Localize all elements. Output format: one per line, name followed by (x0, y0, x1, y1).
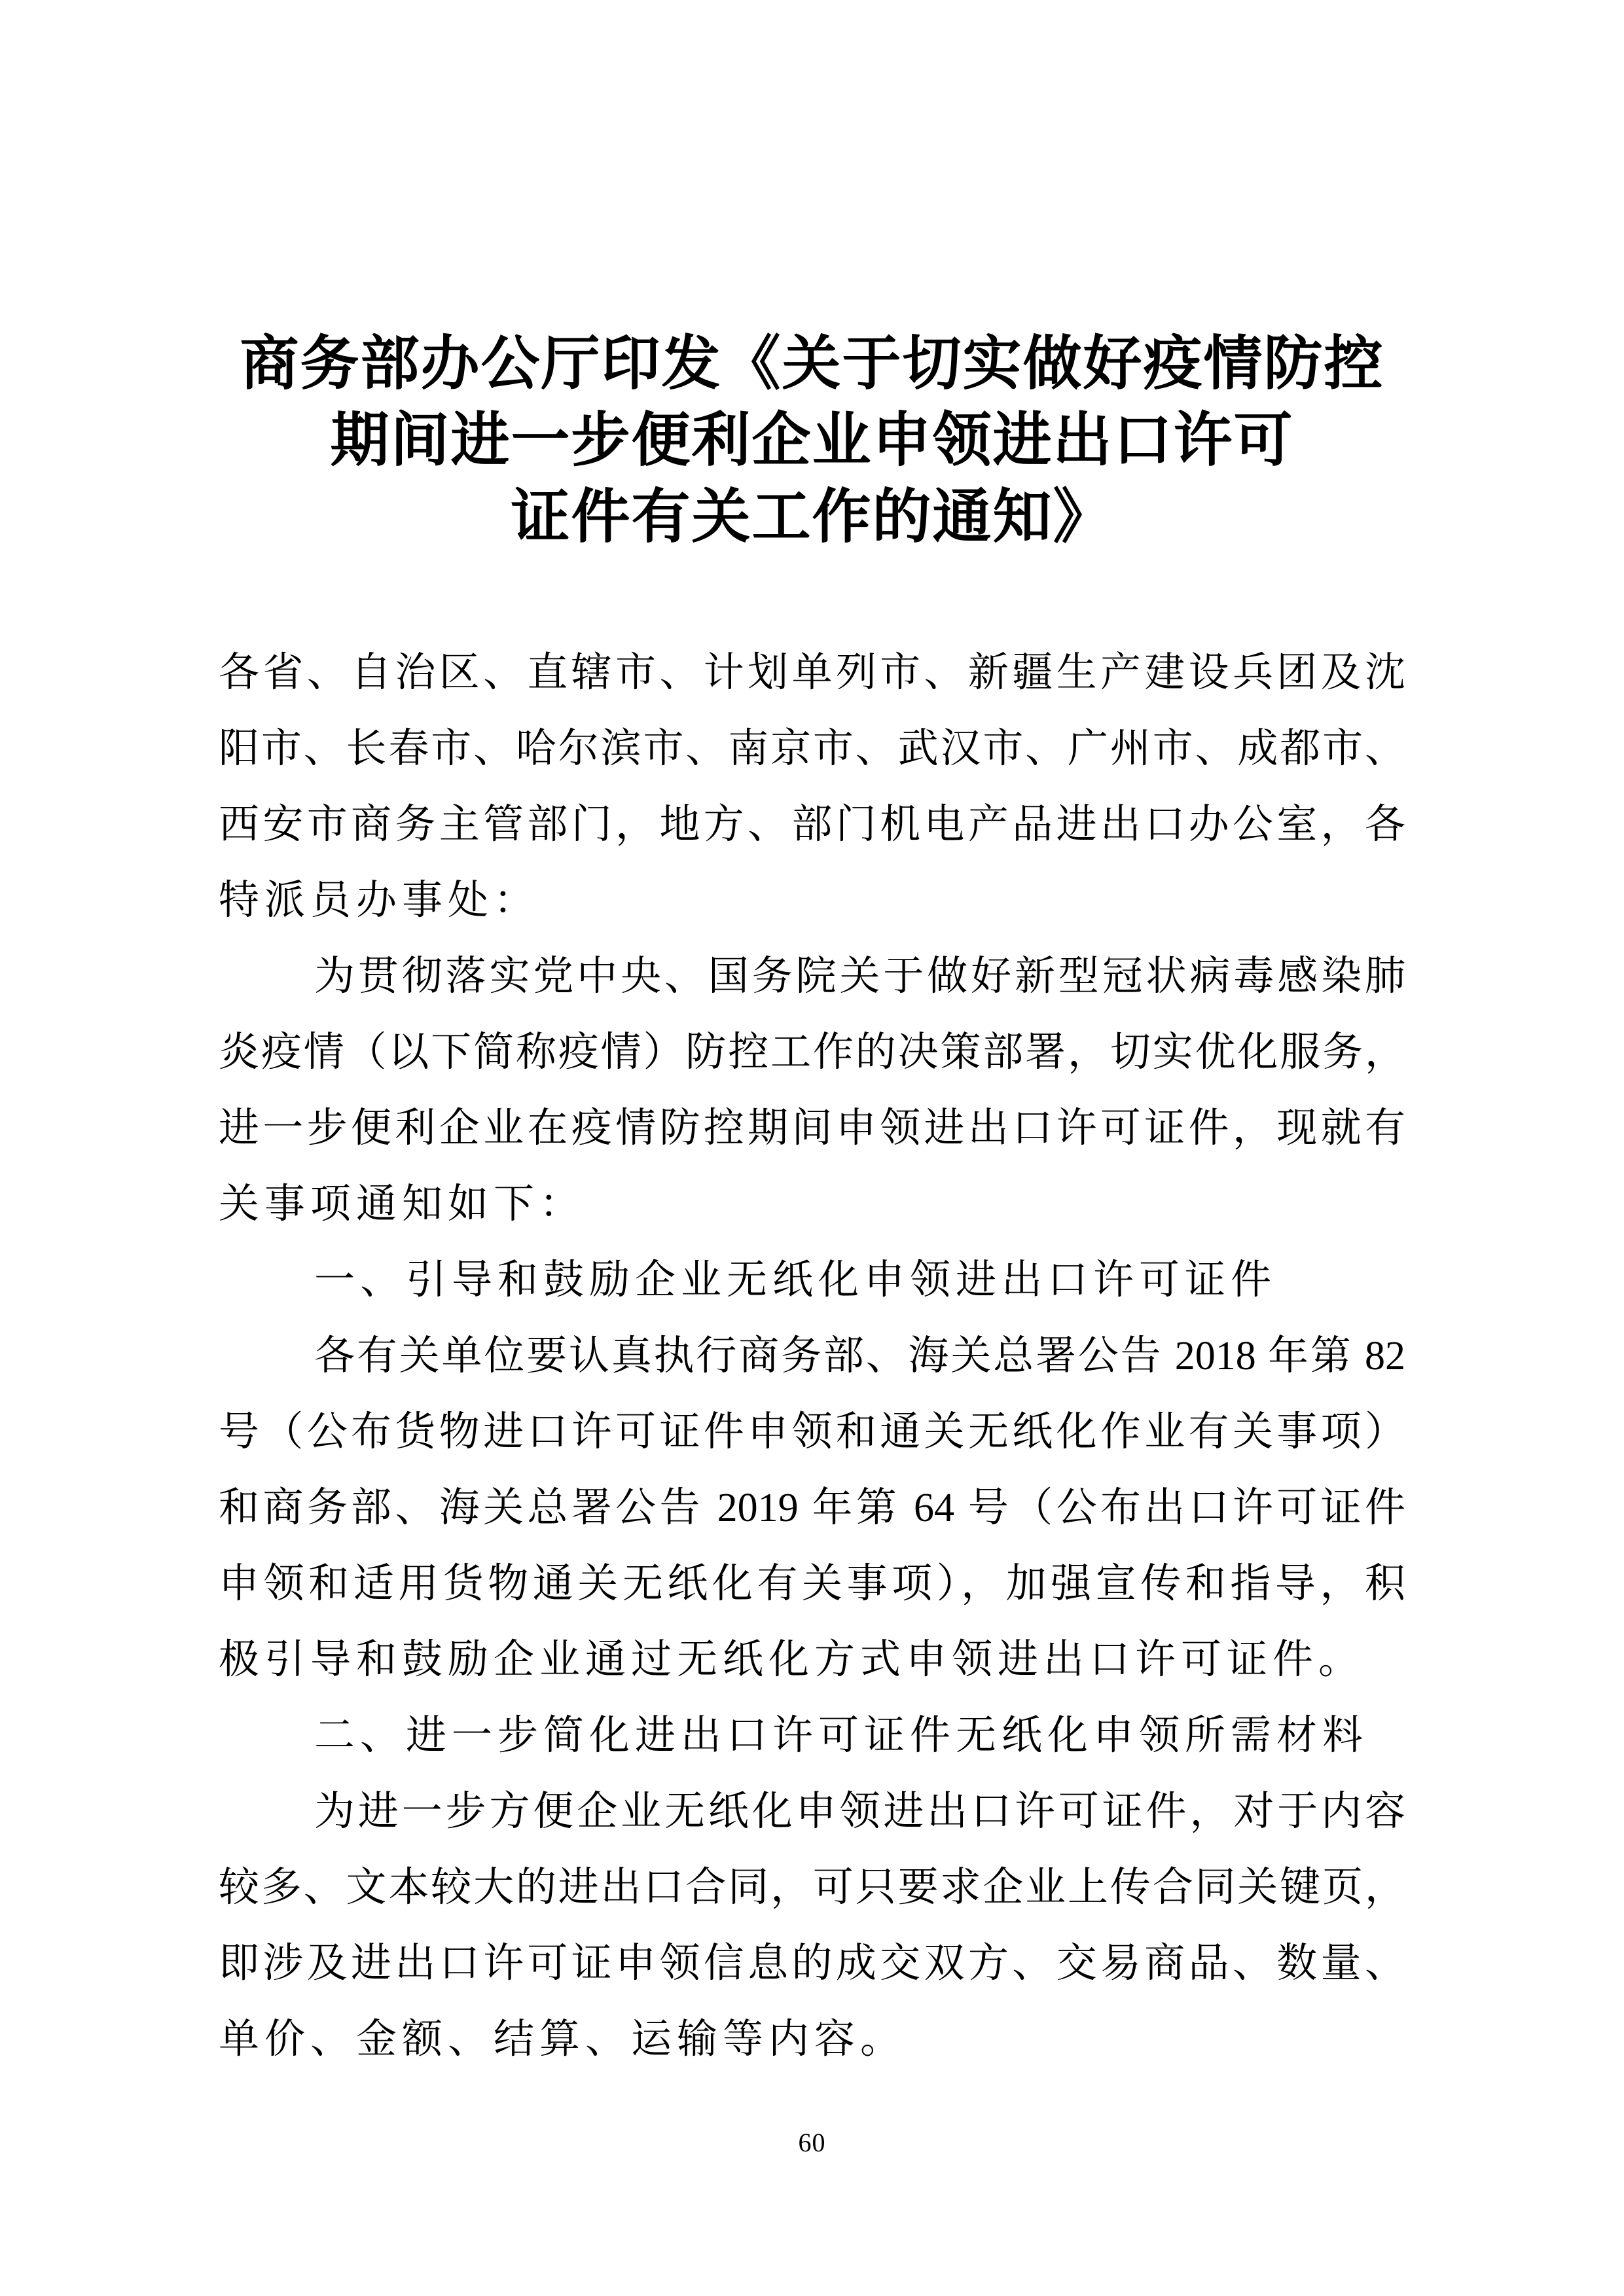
body-line-18: 即涉及进出口许可证申领信息的成交双方、交易商品、数量、 (219, 1941, 1405, 1986)
body-line-1: 各省、自治区、直辖市、计划单列市、新疆生产建设兵团及沈 (219, 651, 1405, 695)
body-line-9-section-heading-1: 一、引导和鼓励企业无纸化申领进出口许可证件 (314, 1258, 1277, 1302)
body-line-4: 特派员办事处： (219, 878, 540, 923)
body-line-5: 为贯彻落实党中央、国务院关于做好新型冠状病毒感染肺 (314, 954, 1405, 999)
body-line-10: 各有关单位要认真执行商务部、海关总署公告 2018 年第 82 (314, 1334, 1405, 1378)
body-line-8: 关事项通知如下： (219, 1182, 586, 1227)
body-line-17: 较多、文本较大的进出口合同，可只要求企业上传合同关键页， (219, 1865, 1405, 1910)
body-line-15-section-heading-2: 二、进一步简化进出口许可证件无纸化申领所需材料 (314, 1713, 1369, 1758)
body-line-12: 和商务部、海关总署公告 2019 年第 64 号（公布出口许可证件 (219, 1486, 1405, 1530)
body-line-14: 极引导和鼓励企业通过无纸化方式申领进出口许可证件。 (219, 1638, 1365, 1682)
body-line-16: 为进一步方便企业无纸化申领进出口许可证件，对于内容 (314, 1789, 1405, 1834)
body-line-7: 进一步便利企业在疫情防控期间申领进出口许可证件，现就有 (219, 1106, 1405, 1151)
body-line-2: 阳市、长春市、哈尔滨市、南京市、武汉市、广州市、成都市、 (219, 726, 1405, 771)
page-number: 60 (798, 2128, 826, 2157)
document-body (219, 635, 1405, 2077)
body-line-19: 单价、金额、结算、运输等内容。 (219, 2017, 907, 2062)
title-line-2: 期间进一步便利企业申领进出口许可 (330, 408, 1294, 473)
body-line-13: 申领和适用货物通关无纸化有关事项），加强宣传和指导，积 (219, 1562, 1405, 1606)
body-line-3: 西安市商务主管部门，地方、部门机电产品进出口办公室，各 (219, 802, 1405, 847)
document-title (219, 326, 1405, 556)
body-line-6: 炎疫情（以下简称疫情）防控工作的决策部署，切实优化服务， (219, 1030, 1405, 1075)
title-line-3: 证件有关工作的通知》 (511, 485, 1113, 550)
title-line-1: 商务部办公厅印发《关于切实做好疫情防控 (240, 332, 1384, 397)
body-line-11: 号（公布货物进口许可证件申领和通关无纸化作业有关事项） (219, 1410, 1405, 1454)
